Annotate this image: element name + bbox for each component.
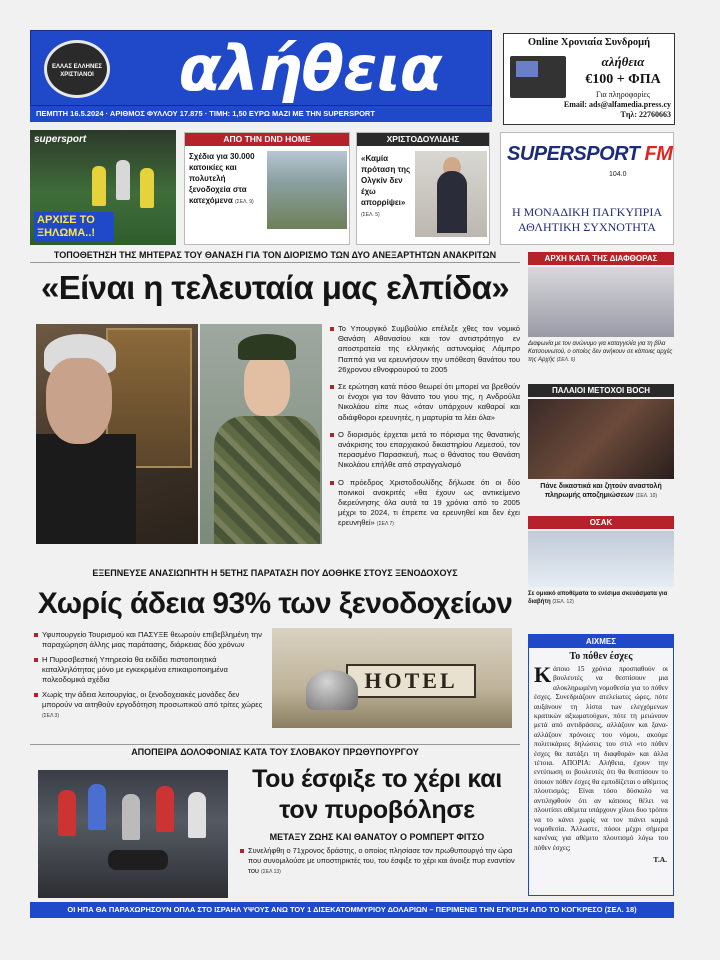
supersport-fm-logo bbox=[507, 143, 672, 166]
slovakia-headline[interactable]: Του έσφιξε το χέρι και τον πυροβόλησε bbox=[252, 765, 502, 824]
corruption-caption[interactable] bbox=[528, 340, 674, 364]
osak-photo bbox=[528, 531, 674, 587]
person-figure bbox=[108, 850, 168, 870]
dnd-text bbox=[189, 151, 265, 208]
christodoulides-label: ΧΡΙΣΤΟΔΟΥΛΙΔΗΣ bbox=[357, 133, 489, 146]
mother-face bbox=[46, 358, 112, 444]
hotels-page-ref: (ΣΕΛ 3) bbox=[42, 713, 59, 719]
main-story-bullets bbox=[330, 324, 520, 537]
slovakia-body-text: Συνελήφθη ο 71χρονος δράστης, ο οποίος πλησίασε τον πρωθυπουργό την ώρα που συνομιλούσε με υποστηρικτές του, του έσφιξε το χέρι και άνοιξε πυρ εναντίον του bbox=[248, 846, 515, 875]
dnd-teaser[interactable] bbox=[184, 132, 350, 245]
bosch-label: ΠΑΛΑΙΟΙ ΜΕΤΟΧΟΙ BOCH bbox=[528, 384, 674, 397]
soldier-uniform bbox=[214, 416, 320, 544]
right-column bbox=[528, 252, 674, 364]
mother-figure bbox=[36, 434, 136, 544]
hotels-bullet: Η Πυροσβεστική Υπηρεσία θα εκδίδει πιστοποιητικά καταλληλότητας μόνο με εγκεκριμένα επικαιροποιημένα πολεοδομικά σχέδια bbox=[34, 655, 266, 685]
seal-text: ΕΛΛΑΣ ΕΛΛΗΝΕΣ ΧΡΙΣΤΙΑΝΟΙ bbox=[52, 64, 102, 78]
slovakia-subhead: ΜΕΤΑΞΥ ΖΩΗΣ ΚΑΙ ΘΑΝΑΤΟΥ Ο ΡΟΜΠΕΡΤ ΦΙΤΣΟ bbox=[269, 832, 485, 842]
subscription-ad[interactable] bbox=[503, 33, 675, 125]
laptop-icon bbox=[510, 56, 566, 98]
shooting-scene-photo bbox=[38, 770, 228, 898]
main-page-ref: (ΣΕΛ 7) bbox=[376, 521, 394, 528]
osak-page-ref: (ΣΕΛ. 12) bbox=[552, 599, 574, 605]
hotels-bullets bbox=[34, 630, 266, 726]
corruption-page-ref: (ΣΕΛ. 6) bbox=[556, 357, 576, 363]
bosch-caption[interactable] bbox=[528, 482, 674, 501]
bottom-news-ticker[interactable]: ΟΙ ΗΠΑ ΘΑ ΠΑΡΑΧΩΡΗΣΟΥΝ ΟΠΛΑ ΣΤΟ ΙΣΡΑΗΛ ΥΨΟΥΣ ΑΝΩ ΤΟΥ 1 ΔΙΣΕΚΑΤΟΜΜΥΡΙΟΥ ΔΟΛΑΡΙΩΝ – ΠΕΡΙΜΕΝΕΙ ΤΗΝ ΕΓΚΡΙΣΗ ΑΠΟ ΤΟ ΚΟΓΚΡΕΣΟ (ΣΕΛ. 18) bbox=[30, 902, 674, 918]
sport-teaser-caption: ΑΡΧΙΣΕ ΤΟ ΞΗΛΩΜΑ..! bbox=[34, 212, 114, 242]
christodoulides-photo bbox=[415, 151, 487, 237]
issue-info-bar: ΠΕΜΠΤΗ 16.5.2024 · ΑΡΙΘΜΟΣ ΦΥΛΛΟΥ 17.875 · ΤΙΜΗ: 1,50 ΕΥΡΩ ΜΑΖΙ ΜΕ ΤΗΝ SUPERSPORT bbox=[30, 106, 492, 122]
subscription-info: Για πληροφορίες bbox=[596, 90, 650, 99]
radio-logo-text: SUPERSPORT bbox=[507, 143, 640, 165]
bosch-section bbox=[528, 384, 674, 501]
person-figure bbox=[88, 784, 106, 830]
subscription-title: Online Χρονιαία Συνδρομή bbox=[527, 37, 651, 48]
main-bullet-text: Ο πρόεδρος Χριστοδουλίδης δήλωσε ότι οι δύο ποινικοί ανακριτές «θα έχουν ως αντικείμενο διερεύνησης όλα αυτά τα 19 χρόνια από το 2005 μέχρι το 2024, τι έπρεπε να ερευνηθεί και δεν έχει ερευνηθεί» bbox=[338, 477, 520, 528]
slovakia-body bbox=[240, 846, 520, 877]
seal-logo bbox=[44, 40, 110, 98]
player-figure bbox=[140, 168, 154, 208]
subscription-contact bbox=[507, 100, 671, 120]
person-figure bbox=[188, 792, 206, 838]
bosch-photo bbox=[528, 399, 674, 479]
subscription-brand: αλήθεια bbox=[601, 54, 645, 69]
soldier-face bbox=[244, 354, 290, 416]
main-story-kicker: ΤΟΠΟΘΕΤΗΣΗ ΤΗΣ ΜΗΤΕΡΑΣ ΤΟΥ ΘΑΝΑΣΗ ΓΙΑ ΤΟΝ ΔΙΟΡΙΣΜΟ ΤΩΝ ΔΥΟ ΑΝΕΞΑΡΤΗΤΩΝ ΑΝΑΚΡΙΤΩΝ bbox=[30, 248, 520, 263]
person-figure bbox=[58, 790, 76, 836]
christodoulides-quote: «Καμία πρόταση της Ολγκίν δεν έχω απορρίψει» bbox=[361, 154, 411, 207]
newspaper-logo[interactable]: αλήθεια bbox=[178, 32, 442, 105]
main-headline[interactable]: «Είναι η τελευταία μας ελπίδα» bbox=[40, 269, 510, 306]
hotel-photo bbox=[272, 628, 512, 728]
soldier-photo bbox=[200, 324, 322, 544]
radio-frequency: 104.0 bbox=[609, 171, 627, 178]
aixmes-signature: Τ.Α. bbox=[653, 855, 667, 865]
radio-slogan: Η ΜΟΝΑΔΙΚΗ ΠΑΓΚΥΠΡΙΑ ΑΘΛΗΤΙΚΗ ΣΥΧΝΟΤΗΤΑ bbox=[512, 205, 662, 234]
main-bullet bbox=[330, 478, 520, 530]
radio-logo-fm: FM bbox=[644, 143, 673, 165]
player-figure bbox=[92, 166, 106, 206]
christodoulides-page-ref: (ΣΕΛ. 5) bbox=[361, 212, 380, 218]
slovakia-kicker: ΑΠΟΠΕΙΡΑ ΔΟΛΟΦΟΝΙΑΣ ΚΑΤΑ ΤΟΥ ΣΛΟΒΑΚΟΥ ΠΡΩΘΥΠΟΥΡΓΟΥ bbox=[30, 744, 520, 759]
supersport-fm-ad[interactable] bbox=[500, 132, 674, 245]
construction-photo bbox=[267, 151, 347, 229]
dnd-label: ΑΠΟ ΤΗΝ DND HOME bbox=[185, 133, 349, 146]
aixmes-label: ΑΙΧΜΕΣ bbox=[529, 635, 673, 648]
christodoulides-text bbox=[361, 153, 417, 221]
corruption-label: ΑΡΧΗ ΚΑΤΑ ΤΗΣ ΔΙΑΦΘΟΡΑΣ bbox=[528, 252, 674, 265]
hotels-bullet-text: Χωρίς την άδεια λειτουργίας, οι ξενοδοχειακές μονάδες δεν μπορούν να αιτηθούν εργοδότηση προσωπικού από τρίτες χώρες bbox=[42, 690, 263, 709]
main-bullet: Το Υπουργικό Συμβούλιο επέλεξε χθες τον νομικό Θανάση Αθανασίου και τον αντιστράτηγο εν αποστρατεία της ελληνικής αστυνομίας Λάμπρο Παππά για να ερευνήσουν την υπόθεση θανάτου του 26χρονου εθνοφρουρού το 2005 bbox=[330, 324, 520, 375]
subscription-price: €100 + ΦΠΑ bbox=[585, 72, 661, 87]
aixmes-text: Κάποιο 15 χρόνια προσπαθούν οι βουλευτές να θεσπίσουν μια αλοκληρωμένη νομοθεσία για το πόθεν έσχες. Συνεδριάζουν ατελείωτες ώρες, πότε αυξάνουν τη λίστα των ελεγχόμενων κρατικών αξιωματούχων, πότε τη μειώνουν μετά από αντιδράσεις, αλλάζουν και ξανα-αλλάζουν πρόνοιες του νόμου, ακούμε πολιτικάριες δηλώσεις του στιλ «το πόθεν έσχες θα πατάξει τη διαφθορά» και άλλα τέτοια. ΑΠΟΡΙΑ: Αλήθεια, έχουν την εντύπωση οι βουλευτές ότι θα θεσπίσουν το όποιον πόθεν έσχες θα εμποδίζεται ο αθέμιτος πλουτισμός; Είναι τόσο δύσκολο να αντιληφθούν ότι αν κάποιος θέλει να πλουτίσει αθέμιτα υπάρχουν χίλιοι δυο τρόποι να το κάνει χωρίς να τον πιάνει καμιά νομοθεσία. Άλλωστε, πόσοι μέχρι σήμερα κανένας για αθέμιτο πλουτισμό λόγω του πόθεν έσχες; bbox=[534, 662, 668, 852]
osak-caption[interactable] bbox=[528, 590, 674, 606]
main-bullet: Ο διορισμός έρχεται μετά το πόρισμα της θανατικής ανάκρισης του επαρχιακού δικαστηρίου Λεμεσού, τον περασμένο Παρασκευή, πως ο θάνατος του Θανάση Νικολάου επήλθε από στραγγαλισμό bbox=[330, 430, 520, 471]
hotels-bullet bbox=[34, 690, 266, 721]
subscription-phone: Tηλ: 22760663 bbox=[620, 110, 671, 119]
supersport-logo: supersport bbox=[34, 134, 87, 145]
main-bullet: Σε ερώτηση κατά πόσο θεωρεί ότι μπορεί να βρεθούν οι ένοχοι για τον θάνατο του γιου της, η Ανδρούλα Νικολάου είπε πως «όταν υπάρχουν καθαροί και αδιάφθοροι ερευνητές, η μαρτυρία τα λέει όλα» bbox=[330, 382, 520, 423]
osak-caption-text: Σε ομιακό αποθέματα το ενέσιμα σκευάσματα για διαβήτη bbox=[528, 591, 668, 605]
portrait-body bbox=[437, 171, 467, 233]
bosch-page-ref: (ΣΕΛ. 10) bbox=[635, 493, 658, 499]
hotel-sign: HOTEL bbox=[346, 664, 476, 698]
hotels-headline[interactable]: Χωρίς άδεια 93% των ξενοδοχείων bbox=[37, 587, 513, 620]
person-figure bbox=[122, 794, 140, 840]
reception-bell-icon bbox=[306, 670, 358, 710]
christodoulides-teaser[interactable] bbox=[356, 132, 490, 245]
aixmes-column[interactable] bbox=[528, 634, 674, 896]
player-figure bbox=[116, 160, 130, 200]
soldier-beret bbox=[238, 334, 296, 360]
mother-photo bbox=[36, 324, 198, 544]
bosch-caption-text: Πάνε δικαστικά και ζητούν αναστολή πληρωμής αποζημιώσεων bbox=[540, 483, 662, 499]
aixmes-title: Το πόθεν έσχες bbox=[569, 651, 633, 662]
dnd-page-ref: (ΣΕΛ. 9) bbox=[234, 199, 254, 205]
sport-teaser[interactable] bbox=[30, 130, 176, 245]
corruption-photo bbox=[528, 267, 674, 337]
hotels-bullet: Υφυπουργείο Τουρισμού και ΠΑΣΥΞΕ θεωρούν επιβεβλημένη την παραχώρηση άλλης μιας παράτασης, διάρκειας δύο χρόνων bbox=[34, 630, 266, 650]
hotels-kicker: ΕΞΕΠΝΕΥΣΕ ΑΝΑΣΙΩΠΗΤΗ Η 5ΕΤΗΣ ΠΑΡΑΤΑΣΗ ΠΟΥ ΔΟΘΗΚΕ ΣΤΟΥΣ ΞΕΝΟΔΟΧΟΥΣ bbox=[92, 568, 458, 578]
person-figure bbox=[156, 786, 174, 832]
slovakia-page-ref: (ΣΕΛ 13) bbox=[261, 868, 281, 875]
subscription-email: Email: ads@alfamedia.press.cy bbox=[563, 100, 671, 109]
osak-label: ΟΣΑΚ bbox=[528, 516, 674, 529]
dnd-headline: Σχέδια για 30.000 κατοικίες και πολυτελή ξενοδοχεία στα κατεχόμενα bbox=[189, 152, 255, 205]
osak-section bbox=[528, 516, 674, 606]
corruption-caption-text: Διαφωνία με τον ανώνυμο για καταγγελία για τη βίλα Κατσουνωτού, ο οποίος δεν ανήκουν σε κάποιες αρχές της Αρχής bbox=[528, 341, 673, 363]
